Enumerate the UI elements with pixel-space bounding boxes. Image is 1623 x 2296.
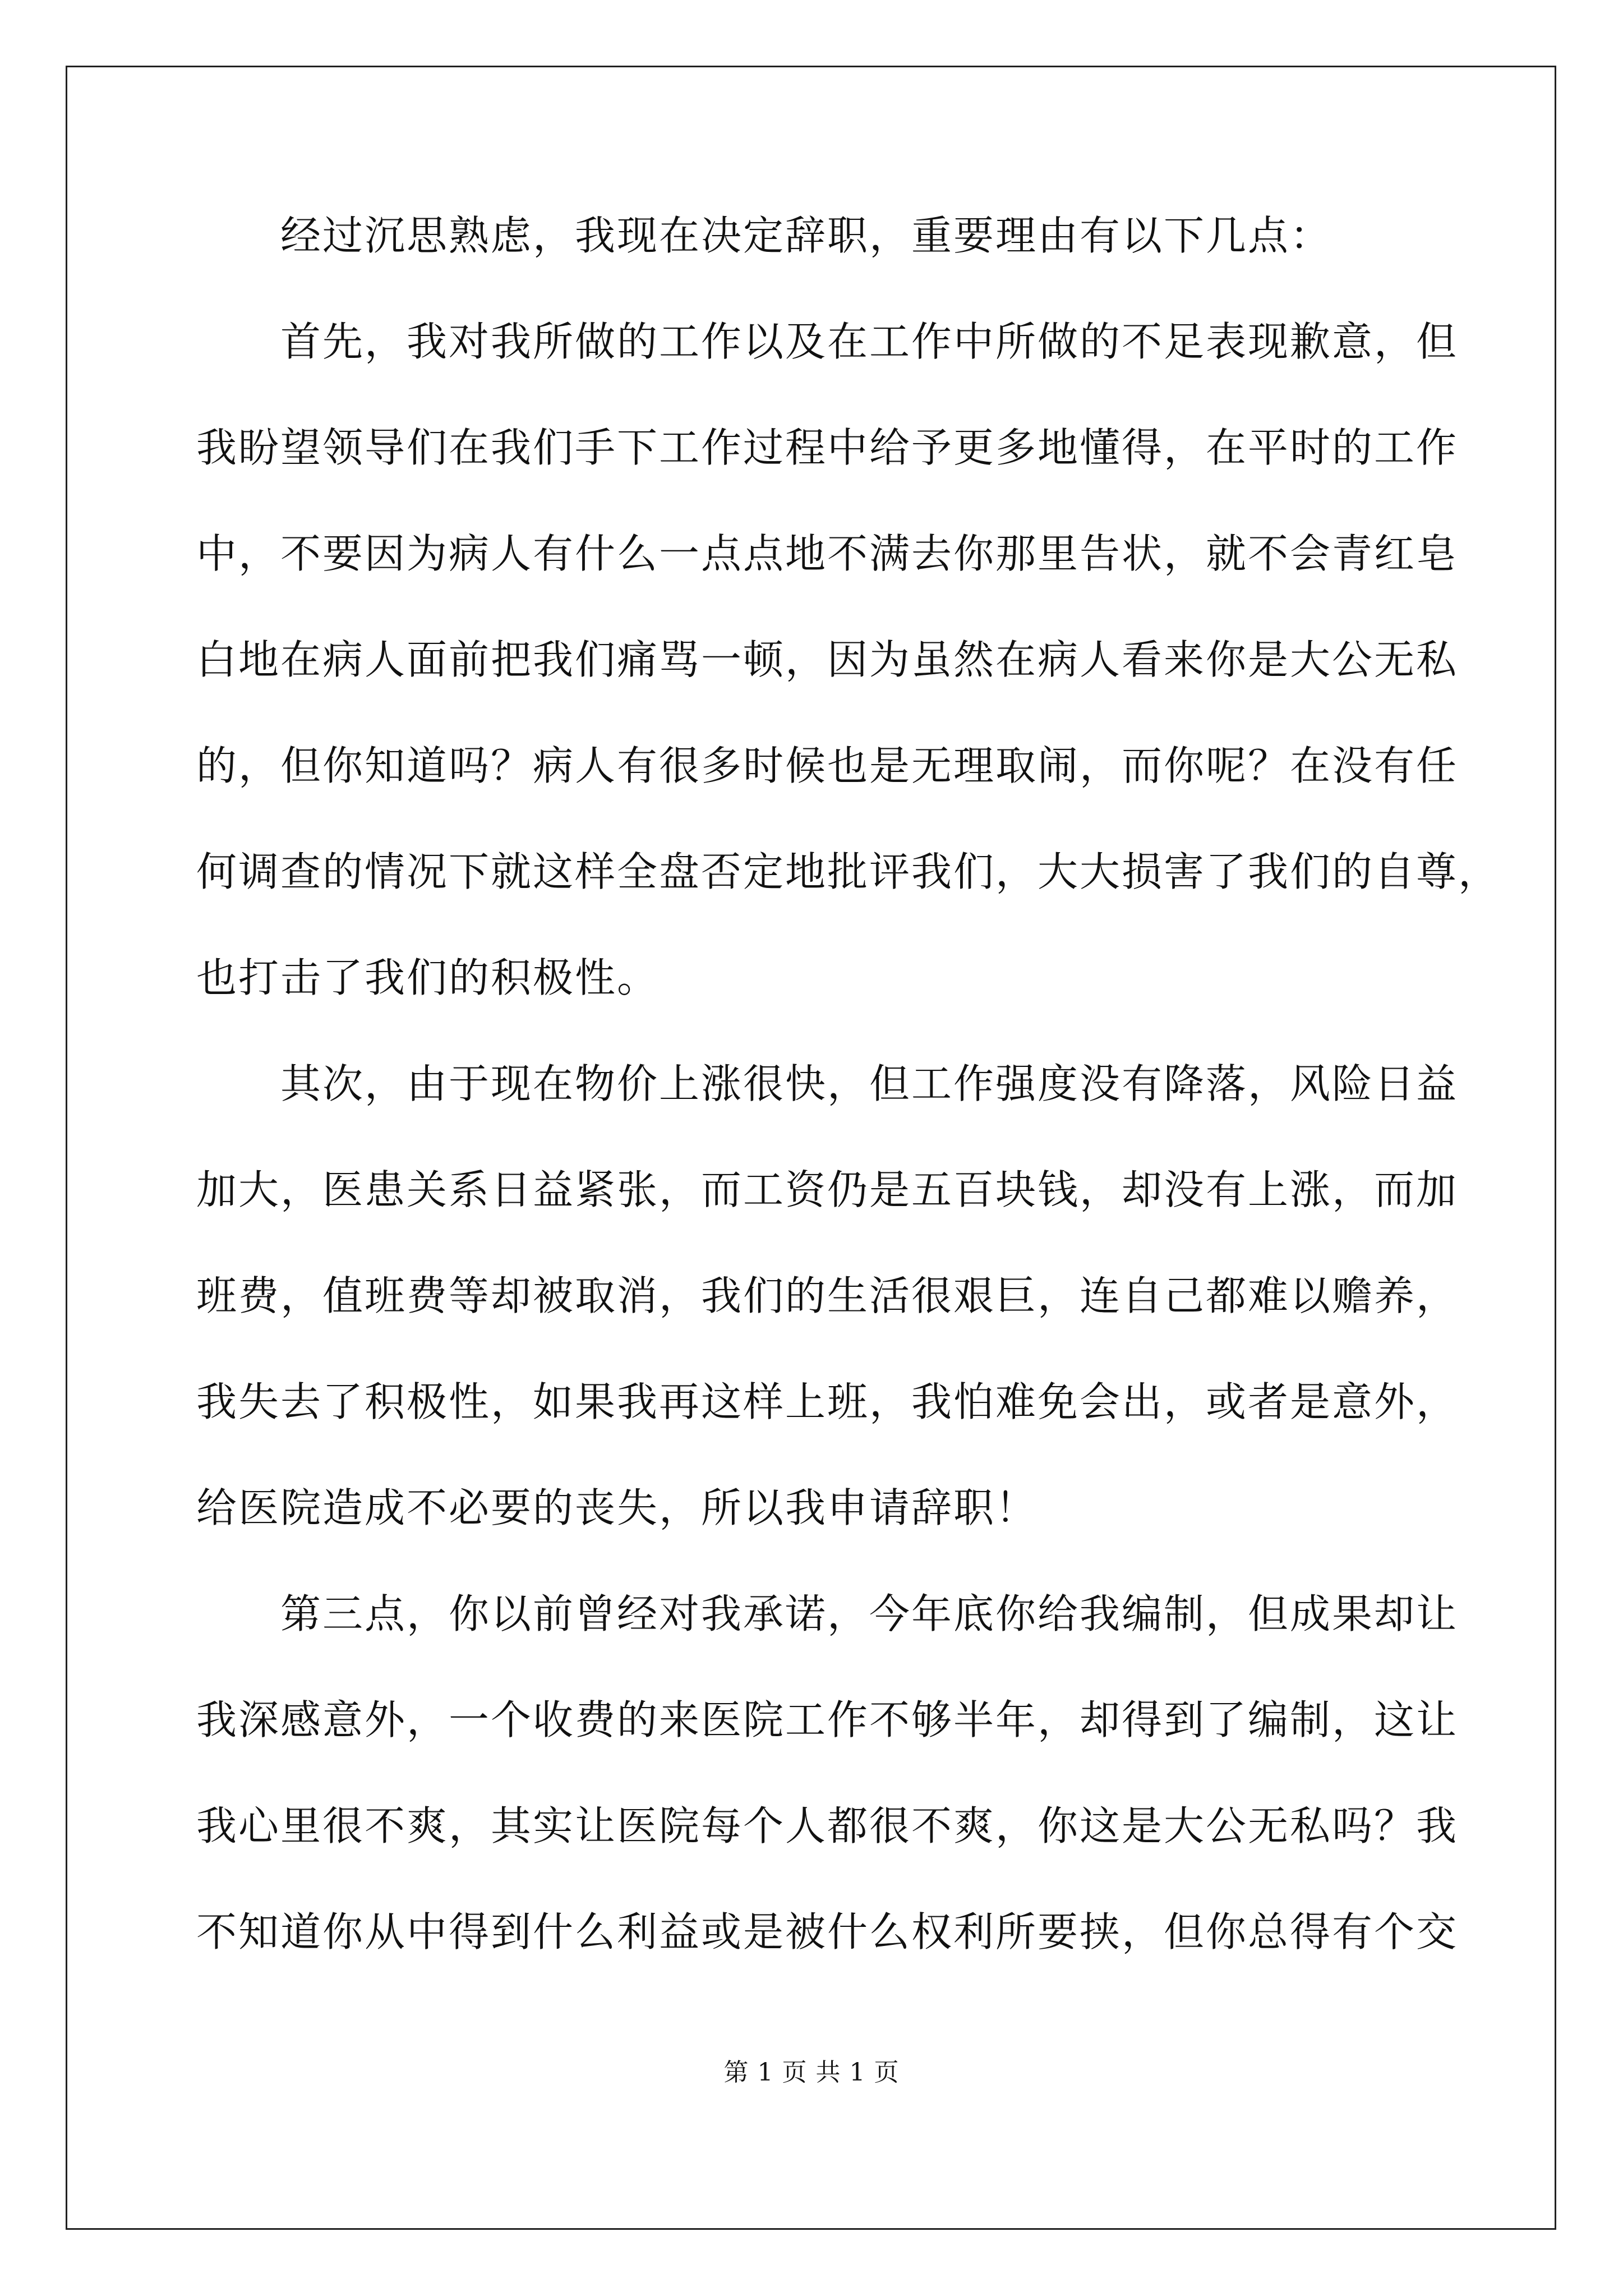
paragraph-3-line-2: 加大，医患关系日益紧张，而工资仍是五百块钱，却没有上涨，而加 [196,1166,1459,1213]
paragraph-2-line-4: 白地在病人面前把我们痛骂一顿，因为虽然在病人看来你是大公无私 [196,636,1459,683]
paragraph-2-line-5: 的，但你知道吗？病人有很多时候也是无理取闹，而你呢？在没有任 [196,742,1459,789]
paragraph-2-line-6: 何调查的情况下就这样全盘否定地批评我们，大大损害了我们的自尊， [196,848,1501,895]
paragraph-4-line-3: 我心里很不爽，其实让医院每个人都很不爽，你这是大公无私吗？我 [196,1802,1459,1849]
page-number-footer: 第 1 页 共 1 页 [723,2058,900,2087]
paragraph-2-line-1: 首先，我对我所做的工作以及在工作中所做的不足表现歉意，但 [280,318,1459,365]
paragraph-4-line-1: 第三点，你以前曾经对我承诺，今年底你给我编制，但成果却让 [280,1590,1459,1637]
paragraph-2-line-3: 中，不要因为病人有什么一点点地不满去你那里告状，就不会青红皂 [196,530,1459,577]
paragraph-3-line-4: 我失去了积极性，如果我再这样上班，我怕难免会出，或者是意外， [196,1378,1459,1425]
paragraph-2-line-7: 也打击了我们的积极性。 [196,954,660,1001]
paragraph-3-line-5: 给医院造成不必要的丧失，所以我申请辞职！ [196,1484,1038,1531]
paragraph-2-line-2: 我盼望领导们在我们手下工作过程中给予更多地懂得，在平时的工作 [196,424,1459,471]
paragraph-4-line-4: 不知道你从中得到什么利益或是被什么权利所要挟，但你总得有个交 [196,1908,1459,1955]
paragraph-4-line-2: 我深感意外，一个收费的来医院工作不够半年，却得到了编制，这让 [196,1696,1459,1743]
paragraph-3-line-1: 其次，由于现在物价上涨很快，但工作强度没有降落，风险日益 [280,1060,1459,1107]
paragraph-3-line-3: 班费，值班费等却被取消，我们的生活很艰巨，连自己都难以赡养， [196,1272,1459,1319]
paragraph-1-line-1: 经过沉思熟虑，我现在决定辞职，重要理由有以下几点： [280,212,1332,259]
